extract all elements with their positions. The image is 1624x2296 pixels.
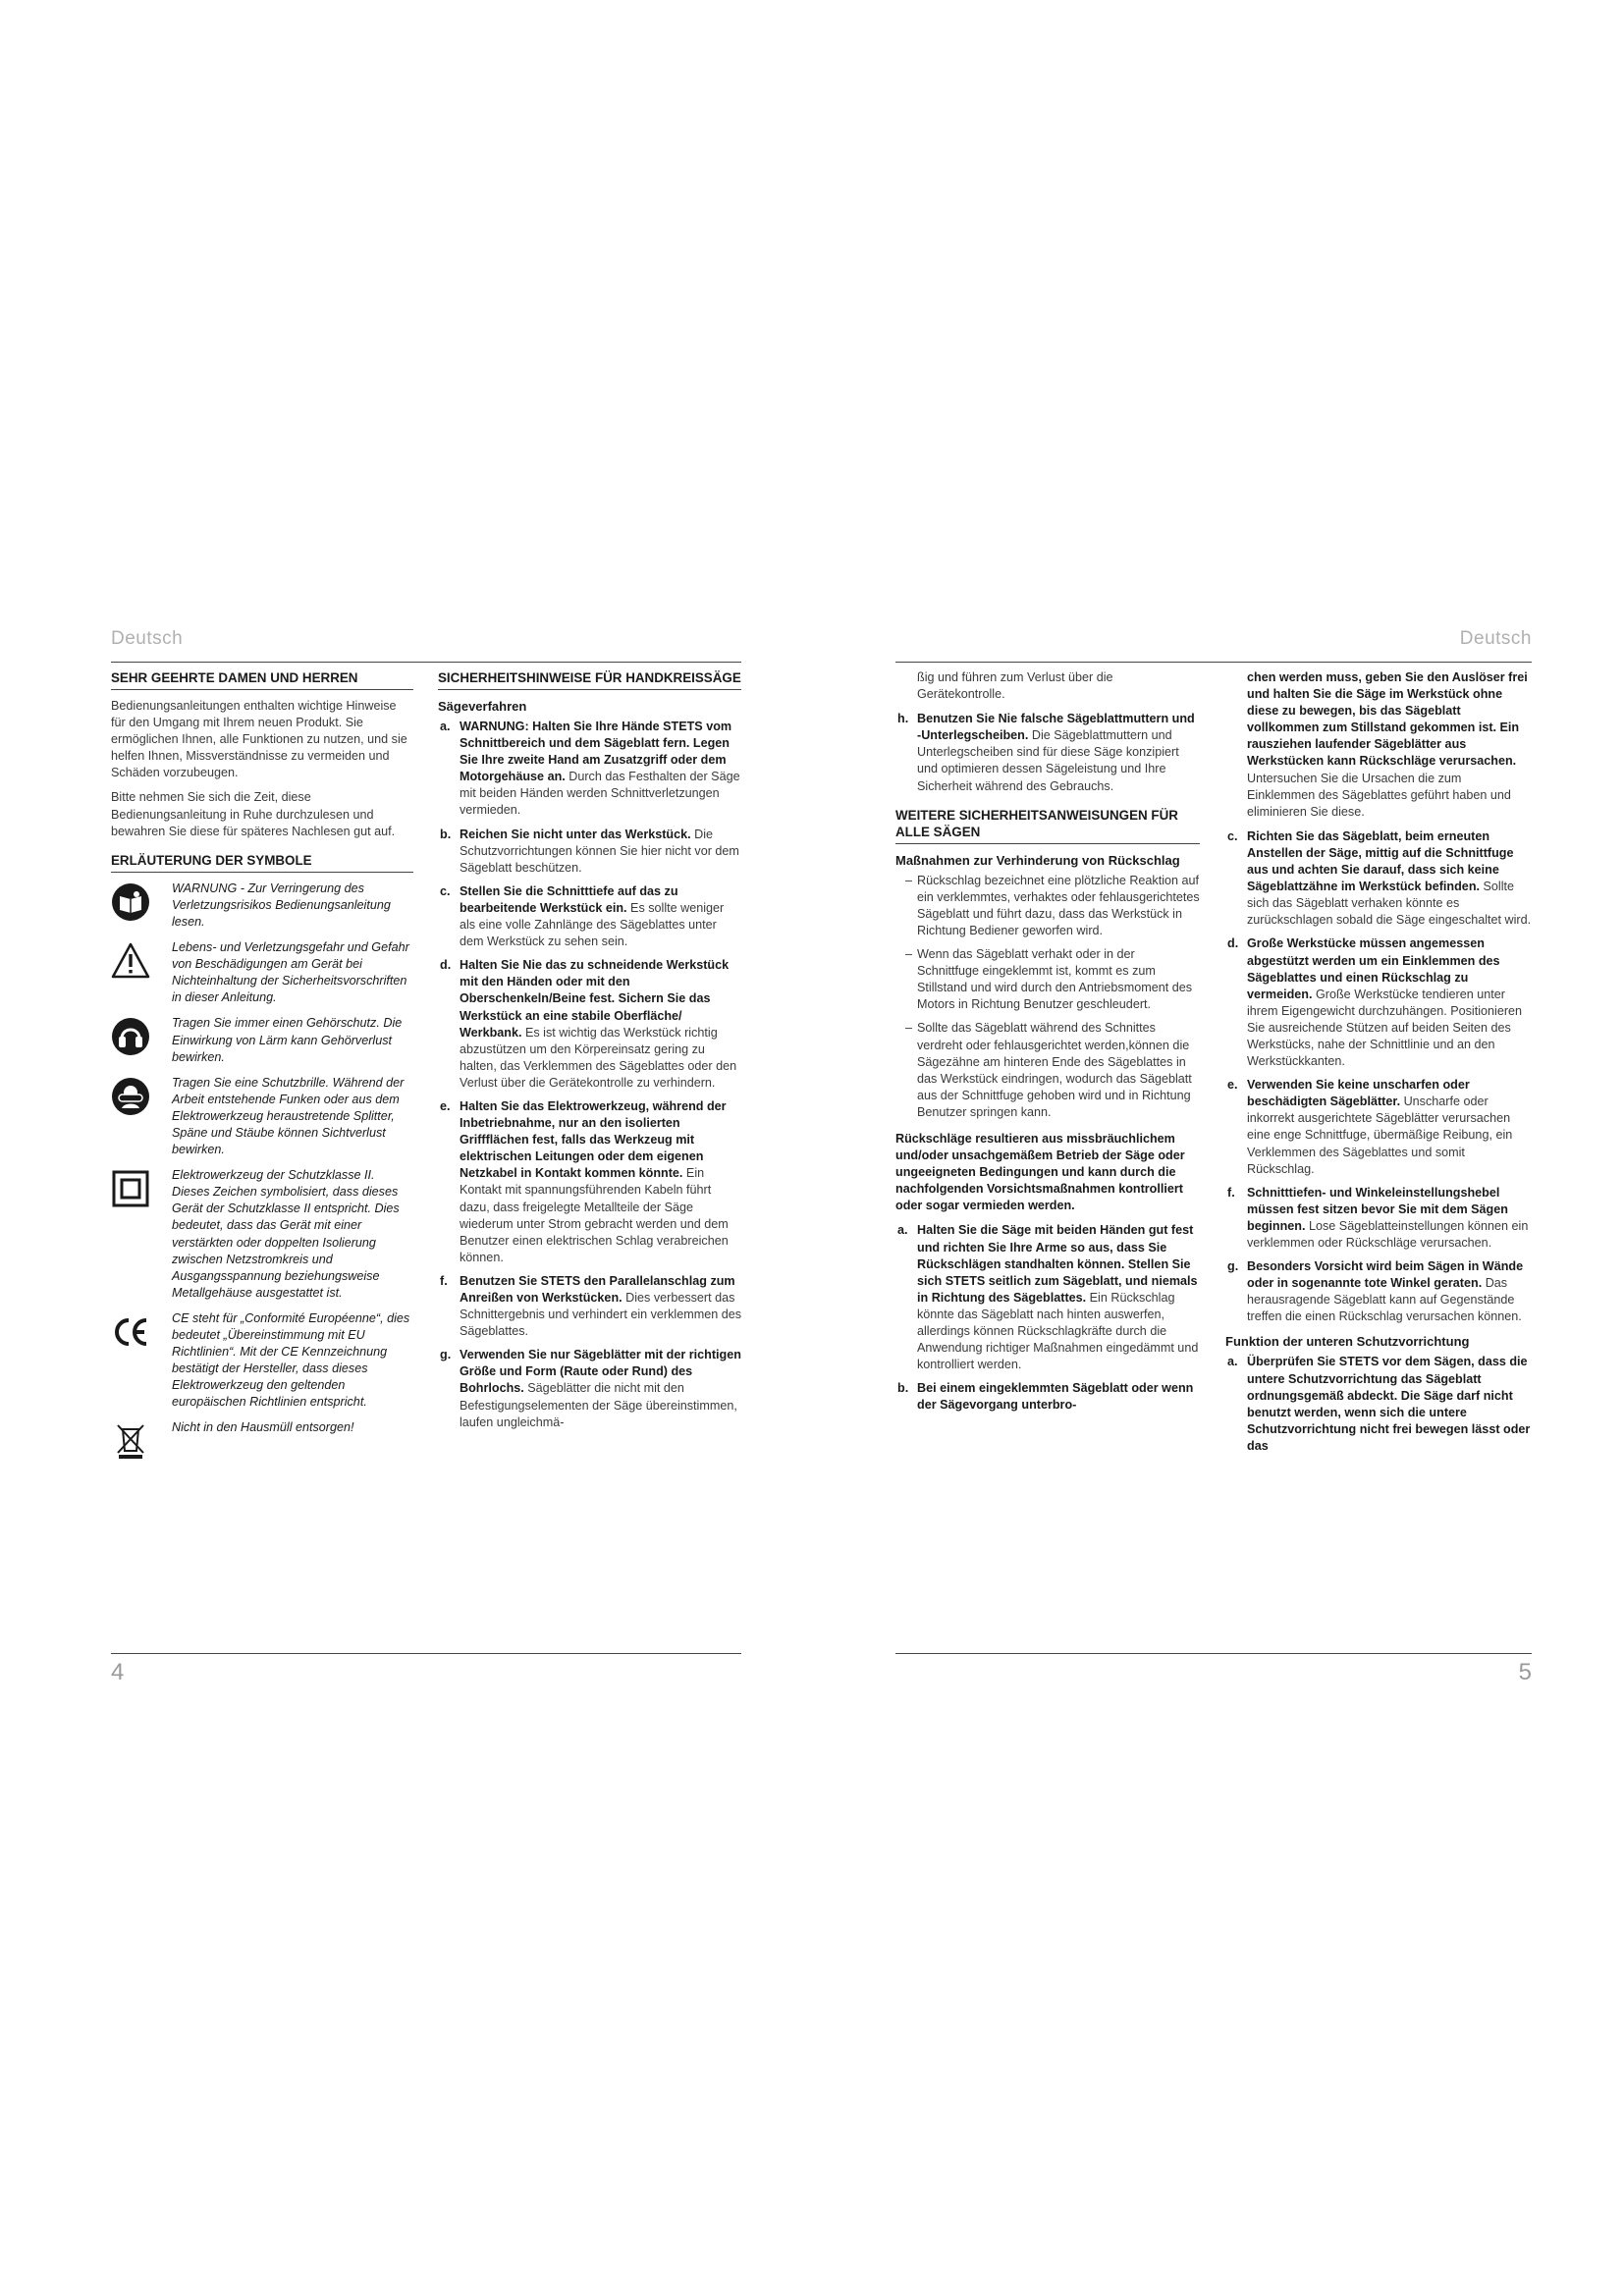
item-label: a. bbox=[897, 1223, 908, 1238]
item-text: Die Schutzvorrichtungen können Sie hier nicht vor dem Sägeblatt beschützen. bbox=[460, 827, 739, 875]
item-label: g. bbox=[440, 1348, 452, 1362]
column-right-2 bbox=[1225, 669, 1532, 1462]
item-label: a. bbox=[1227, 1355, 1238, 1369]
item-label: h. bbox=[897, 712, 909, 726]
item-text: Ein Kontakt mit spannungsführenden Kabeln führt dazu, dass freigelegte Metallteile der Säge wiederum unter Strom gebracht werden und dem Benutzer einen elektrischen Schlag verabreichen können. bbox=[460, 1166, 729, 1264]
ear-protection-icon bbox=[111, 1017, 150, 1056]
language-label: Deutsch bbox=[111, 628, 184, 649]
continued-bold: chen werden muss, geben Sie den Auslöser frei und halten Sie die Säge im Werkstück ohne diese zu bewegen, bis das Sägeblatt vollkommen zum Stillstand gekommen ist. Ein rausziehen laufender Sägeblätter aus Werkstücken kann Rückschläge verursachen. bbox=[1247, 670, 1528, 769]
item-label: d. bbox=[1227, 936, 1239, 951]
item-list bbox=[438, 719, 741, 1431]
item-bold: Benutzen Sie Nie falsche Sägeblattmuttern und -Unterlegscheiben. bbox=[917, 712, 1195, 743]
continued-light: Untersuchen Sie die Ursachen die zum Einklemmen des Sägeblattes geführt haben und eliminieren Sie diese. bbox=[1247, 771, 1511, 819]
item-text: Große Werkstücke tendieren unter ihrem Eigengewicht durchzuhängen. Positionieren Sie ausreichende Stützen auf beiden Seiten des Werkstücks, nahe der Schnittlinie und an den Werkstückkanten. bbox=[1247, 987, 1523, 1069]
item-text: Sägeblätter die nicht mit den Befestigungselementen der Säge übereinstimmen, laufen ungleichmä- bbox=[460, 1381, 737, 1429]
item-label: d. bbox=[440, 958, 452, 973]
item-text: Die Sägeblattmuttern und Unterlegscheiben sind für diese Säge konzipiert und optimieren dessen Sägeleistung und Ihre Sicherheit während des Gebrauchs. bbox=[917, 728, 1179, 793]
item-bold: Große Werkstücke müssen angemessen abgestützt werden um ein Einklemmen des Sägeblattes und einen Rückschlag zu vermeiden. bbox=[1247, 936, 1500, 1001]
symbol-row bbox=[111, 1075, 413, 1158]
item-text: Ein Rückschlag könnte das Sägeblatt nach hinten auswerfen, allerdings können Rückschlagkräfte durch die Anwendung richtiger Maßnahmen eingedämmt und kontrolliert werden. bbox=[917, 1290, 1199, 1372]
ce-mark-icon bbox=[111, 1312, 150, 1352]
item-bold: Schnitttiefen- und Winkeleinstellungshebel müssen fest sitzen bevor Sie mit dem Sägen beginnen. bbox=[1247, 1185, 1508, 1233]
section-heading: SEHR GEEHRTE DAMEN UND HERREN bbox=[111, 669, 413, 690]
item-bold: Benutzen Sie STETS den Parallelanschlag zum Anreißen von Werkstücken. bbox=[460, 1273, 735, 1305]
subheading: Sägeverfahren bbox=[438, 699, 527, 714]
section-heading: WEITERE SICHERHEITSANWEISUNGEN FÜR ALLE SÄGEN bbox=[895, 807, 1200, 844]
item-bold: Überprüfen Sie STETS vor dem Sägen, dass die untere Schutzvorrichtung das Sägeblatt ordnungsgemäß abdeckt. Die Säge darf nicht benutzt werden, wenn sich die untere Schutzvorrichtung nicht frei bewegen lässt oder das bbox=[1247, 1355, 1531, 1453]
symbol-row bbox=[111, 1419, 413, 1459]
list-item bbox=[438, 957, 741, 1092]
item-bold: WARNUNG: Halten Sie Ihre Hände STETS vom Schnittbereich und dem Sägeblatt fern. Legen Sie Ihre zweite Hand am Zusatzgriff oder dem Motorgehäuse an. bbox=[460, 720, 732, 784]
symbol-row bbox=[111, 1310, 413, 1412]
continued-text bbox=[1225, 669, 1532, 821]
dash-list bbox=[895, 873, 1200, 1121]
column-right-1 bbox=[895, 669, 1200, 1420]
item-list bbox=[1225, 828, 1532, 1326]
symbol-text: WARNUNG - Zur Verringerung des Verletzungsrisikos Bedienungsanleitung lesen. bbox=[172, 881, 391, 929]
item-label: b. bbox=[897, 1381, 909, 1396]
item-text: Es sollte weniger als eine volle Zahnlänge des Sägeblattes unter dem Werkstück zu sehen sein. bbox=[460, 900, 725, 949]
list-item bbox=[895, 1380, 1200, 1414]
dash-text: Sollte das Sägeblatt während des Schnittes verdreht oder fehlausgerichtet werden,können die Sägezähne am hinteren Ende des Sägeblattes in das Werkstück eindringen, wodurch das Sägeblatt aus der Schnittfuge gehoben wird und in Richtung Benutzer springen kann. bbox=[917, 1021, 1192, 1119]
weee-bin-icon bbox=[111, 1421, 150, 1461]
symbol-text: Nicht in den Hausmüll entsorgen! bbox=[172, 1420, 354, 1435]
bold-paragraph: Rückschläge resultieren aus missbräuchlichem und/oder unsachgemäßem Betrieb der Säge oder ungeeigneten Bedingungen und kann durch die nachfolgenden Vorsichtsmaßnahmen kontrolliert oder sogar vermieden werden. bbox=[895, 1131, 1185, 1213]
read-manual-icon bbox=[111, 882, 150, 922]
subheading: Funktion der unteren Schutzvorrichtung bbox=[1225, 1334, 1470, 1350]
language-label: Deutsch bbox=[1459, 628, 1532, 649]
item-label: b. bbox=[440, 827, 452, 841]
item-bold: Halten Sie Nie das zu schneidende Werkstück mit den Händen oder mit den Oberschenkeln/Beine fest. Sichern Sie das Werkstück an eine stabile Oberfläche/ Werkbank. bbox=[460, 958, 730, 1040]
list-item bbox=[1225, 1185, 1532, 1252]
list-item bbox=[1225, 935, 1532, 1070]
symbol-row bbox=[111, 1167, 413, 1302]
item-bold: Besonders Vorsicht wird beim Sägen in Wände oder in sogenannte tote Winkel geraten. bbox=[1247, 1259, 1524, 1291]
item-label: c. bbox=[1227, 828, 1238, 843]
item-list bbox=[895, 711, 1200, 794]
footer-rule bbox=[111, 1653, 741, 1654]
item-bold: Bei einem eingeklemmten Sägeblatt oder wenn der Sägevorgang unterbro- bbox=[917, 1381, 1194, 1413]
item-bold: Verwenden Sie nur Sägeblätter mit der richtigen Größe und Form (Raute oder Rund) des Bohrlochs. bbox=[460, 1348, 741, 1396]
item-text: Lose Sägeblatteinstellungen können ein verklemmen oder Rückschläge verursachen. bbox=[1247, 1218, 1529, 1250]
intro-paragraph-2: Bitte nehmen Sie sich die Zeit, diese Bedienungsanleitung in Ruhe durchzulesen und bewahren Sie diese für späteres Nachlesen gut auf. bbox=[111, 790, 396, 838]
symbol-text: Lebens- und Verletzungsgefahr und Gefahr von Beschädigungen am Gerät bei Nichteinhaltung der Sicherheitsvorschriften in dieser Anleitung. bbox=[172, 940, 409, 1005]
item-bold: Halten Sie die Säge mit beiden Händen gut fest und richten Sie Ihre Arme so aus, dass Sie Rückschlägen standhalten können. Stellen Sie sich STETS seitlich zum Sägeblatt, und niemals in Richtung des Sägeblattes. bbox=[917, 1223, 1198, 1305]
list-item bbox=[1225, 1258, 1532, 1325]
list-item bbox=[438, 719, 741, 820]
symbol-text: Tragen Sie immer einen Gehörschutz. Die Einwirkung von Lärm kann Gehörverlust bewirken. bbox=[172, 1016, 403, 1064]
header-rule bbox=[111, 662, 741, 663]
header-rule bbox=[895, 662, 1532, 663]
item-label: g. bbox=[1227, 1259, 1239, 1274]
item-label: e. bbox=[440, 1098, 451, 1113]
item-bold: Reichen Sie nicht unter das Werkstück. bbox=[460, 827, 691, 841]
symbol-text: Elektrowerkzeug der Schutzklasse II. Dieses Zeichen symbolisiert, dass dieses Gerät der Schutzklasse II entspricht. Dies bedeutet, dass das Gerät mit einer verstärkten oder doppelten Isolierung zwischen Netzstromkreis und Ausgangsspannung beziehungsweise Metallgehäuse ausgestattet ist. bbox=[172, 1168, 400, 1300]
item-text: Dies verbessert das Schnittergebnis und verhindert ein verklemmen des Sägeblattes. bbox=[460, 1291, 742, 1339]
item-bold: Verwenden Sie keine unscharfen oder beschädigten Sägeblätter. bbox=[1247, 1078, 1470, 1109]
column-left-2 bbox=[438, 669, 741, 1438]
item-label: e. bbox=[1227, 1078, 1238, 1093]
item-text: Das herausragende Sägeblatt kann auf Gegenstände treffen die einen Rückschlag verursachen können. bbox=[1247, 1276, 1522, 1324]
dash-mark: – bbox=[905, 873, 913, 887]
list-item bbox=[1225, 1077, 1532, 1178]
safety-goggles-icon bbox=[111, 1077, 150, 1116]
warning-triangle-icon bbox=[111, 941, 150, 981]
dash-mark: – bbox=[905, 947, 913, 962]
dash-item bbox=[895, 946, 1200, 1013]
subheading: Maßnahmen zur Verhinderung von Rückschlag bbox=[895, 852, 1180, 868]
item-label: a. bbox=[440, 720, 451, 733]
dash-item bbox=[895, 1020, 1200, 1121]
symbol-row bbox=[111, 881, 413, 931]
section-heading: ERLÄUTERUNG DER SYMBOLE bbox=[111, 852, 413, 873]
page-number: 5 bbox=[1518, 1659, 1532, 1685]
list-item bbox=[438, 827, 741, 877]
item-label: c. bbox=[440, 883, 451, 898]
continued-text: ßig und führen zum Verlust über die Gerätekontrolle. bbox=[917, 670, 1113, 702]
item-list bbox=[1225, 1354, 1532, 1455]
list-item bbox=[438, 1098, 741, 1266]
item-text: Durch das Festhalten der Säge mit beiden Händen werden Schnittverletzungen vermieden. bbox=[460, 770, 740, 818]
item-bold: Stellen Sie die Schnitttiefe auf das zu bearbeitende Werkstück ein. bbox=[460, 883, 678, 915]
item-text: Unscharfe oder inkorrekt ausgerichtete Sägeblätter verursachen eine enge Schnittfuge, übermäßige Reibung, ein Verklemmen des Sägeblattes und somit Rückschlag. bbox=[1247, 1095, 1513, 1176]
dash-item bbox=[895, 873, 1200, 939]
list-item bbox=[1225, 828, 1532, 930]
dash-text: Wenn das Sägeblatt verhakt oder in der Schnittfuge eingeklemmt ist, kommt es zum Stillstand und wird durch den Antriebsmoment des Motors in Richtung Benutzer geschleudert. bbox=[917, 947, 1193, 1012]
symbol-text: Tragen Sie eine Schutzbrille. Während der Arbeit entstehende Funken oder aus dem Elektrowerkzeug heraustretende Splitter, Späne und Stäube können Sichtverlust bewirken. bbox=[172, 1075, 405, 1157]
dash-mark: – bbox=[905, 1021, 913, 1036]
item-text: Es ist wichtig das Werkstück richtig abzustützen um den Körpereinsatz gering zu halten, das Verklemmen des Sägeblattes oder den Verlust über die Gerätekontrolle zu verhindern. bbox=[460, 1025, 737, 1090]
item-label: f. bbox=[1227, 1185, 1235, 1200]
page-number: 4 bbox=[111, 1659, 125, 1685]
protection-class-2-icon bbox=[111, 1169, 150, 1208]
list-item bbox=[438, 883, 741, 950]
symbol-text: CE steht für „Conformité Européenne“, dies bedeutet „Übereinstimmung mit EU Richtlinien“. Mit der CE Kennzeichnung bestätigt der Hersteller, dass dieses Elektrowerkzeug den geltenden europäischen Richtlinien entspricht. bbox=[172, 1310, 410, 1410]
symbol-list bbox=[111, 881, 413, 1460]
symbol-row bbox=[111, 1015, 413, 1065]
list-item bbox=[895, 711, 1200, 794]
section-heading: SICHERHEITSHINWEISE FÜR HANDKREISSÄGE bbox=[438, 669, 741, 690]
list-item bbox=[895, 1222, 1200, 1373]
symbol-row bbox=[111, 939, 413, 1006]
item-label: f. bbox=[440, 1273, 448, 1288]
list-item bbox=[1225, 1354, 1532, 1455]
column-left-1 bbox=[111, 669, 413, 1468]
item-bold: Halten Sie das Elektrowerkzeug, während der Inbetriebnahme, nur an den isolierten Griffflächen fest, falls das Werkzeug mit elektrischen Leitungen oder dem eigenen Netzkabel in Kontakt kommen könnte. bbox=[460, 1098, 727, 1181]
item-text: Sollte sich das Sägeblatt verhaken könnte es zurückschlagen sobald die Säge eingeschaltet wird. bbox=[1247, 880, 1532, 928]
list-item bbox=[438, 1347, 741, 1430]
intro-paragraph-1: Bedienungsanleitungen enthalten wichtige Hinweise für den Umgang mit Ihrem neuen Produkt. Sie ermöglichen Ihnen, alle Funktionen zu nutzen, und sie helfen Ihnen, Missverständnisse zu vermeiden und Schäden vorzubeugen. bbox=[111, 699, 407, 780]
list-item bbox=[438, 1273, 741, 1340]
item-bold: Richten Sie das Sägeblatt, beim erneuten Anstellen der Säge, mittig auf die Schnittfuge aus und achten Sie darauf, dass sich keine Sägeblattzähne im Werkstück befinden. bbox=[1247, 828, 1514, 894]
dash-text: Rückschlag bezeichnet eine plötzliche Reaktion auf ein verklemmtes, verhaktes oder fehlausgerichtetes Sägeblatt und führt dazu, dass das Werkstück in Richtung Bediener geworfen wird. bbox=[917, 873, 1200, 937]
footer-rule bbox=[895, 1653, 1532, 1654]
item-list bbox=[895, 1222, 1200, 1414]
